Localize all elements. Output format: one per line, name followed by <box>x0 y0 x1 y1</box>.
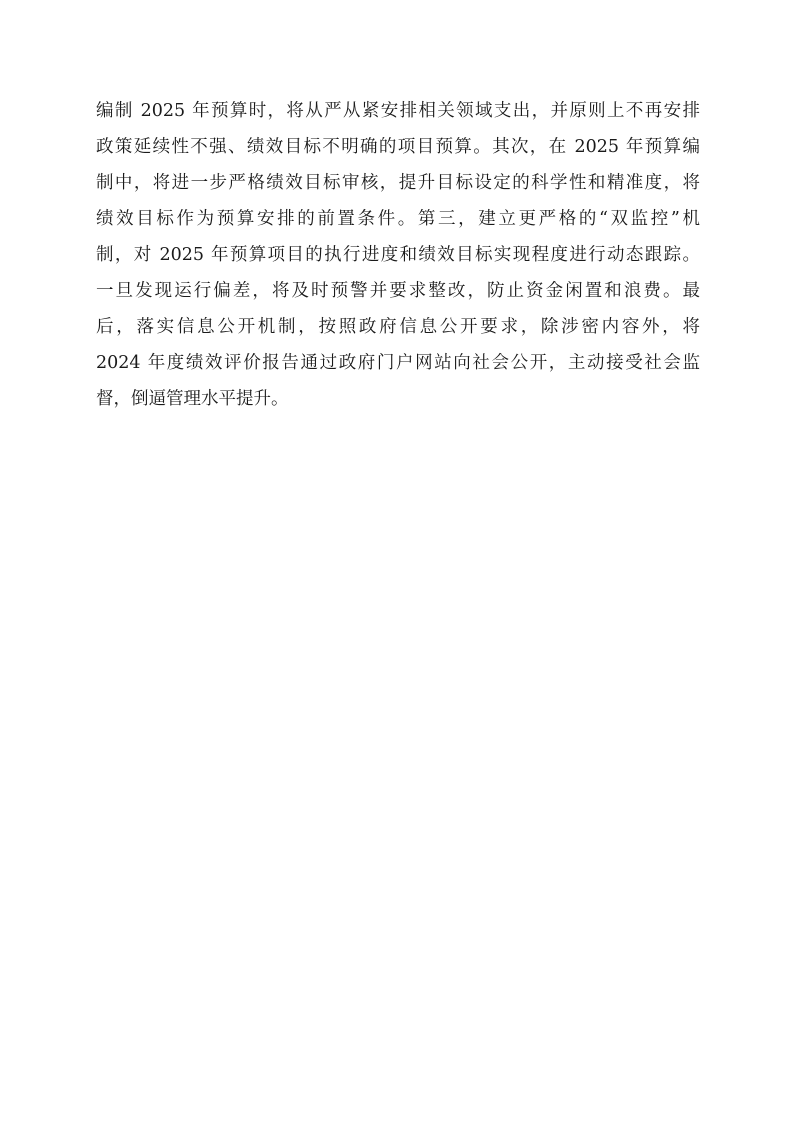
paragraph-line: 督，倒逼管理水平提升。 <box>96 389 289 409</box>
paragraph-line: 政策延续性不强、绩效目标不明确的项目预算。其次，在 2025 年预算编 <box>96 137 700 157</box>
paragraph-line: 制中，将进一步严格绩效目标审核，提升目标设定的科学性和精准度，将 <box>96 173 700 193</box>
paragraph-line: 编制 2025 年预算时，将从严从紧安排相关领域支出，并原则上不再安排 <box>96 101 700 121</box>
paragraph-line: 制，对 2025 年预算项目的执行进度和绩效目标实现程度进行动态跟踪。 <box>96 245 700 265</box>
paragraph-line: 绩效目标作为预算安排的前置条件。第三，建立更严格的“双监控”机 <box>96 209 700 229</box>
paragraph-line: 后，落实信息公开机制，按照政府信息公开要求，除涉密内容外，将 <box>96 317 700 337</box>
paragraph-line: 一旦发现运行偏差，将及时预警并要求整改，防止资金闲置和浪费。最 <box>96 281 700 301</box>
paragraph-line: 2024 年度绩效评价报告通过政府门户网站向社会公开，主动接受社会监 <box>96 353 700 373</box>
body-paragraph <box>96 93 700 417</box>
